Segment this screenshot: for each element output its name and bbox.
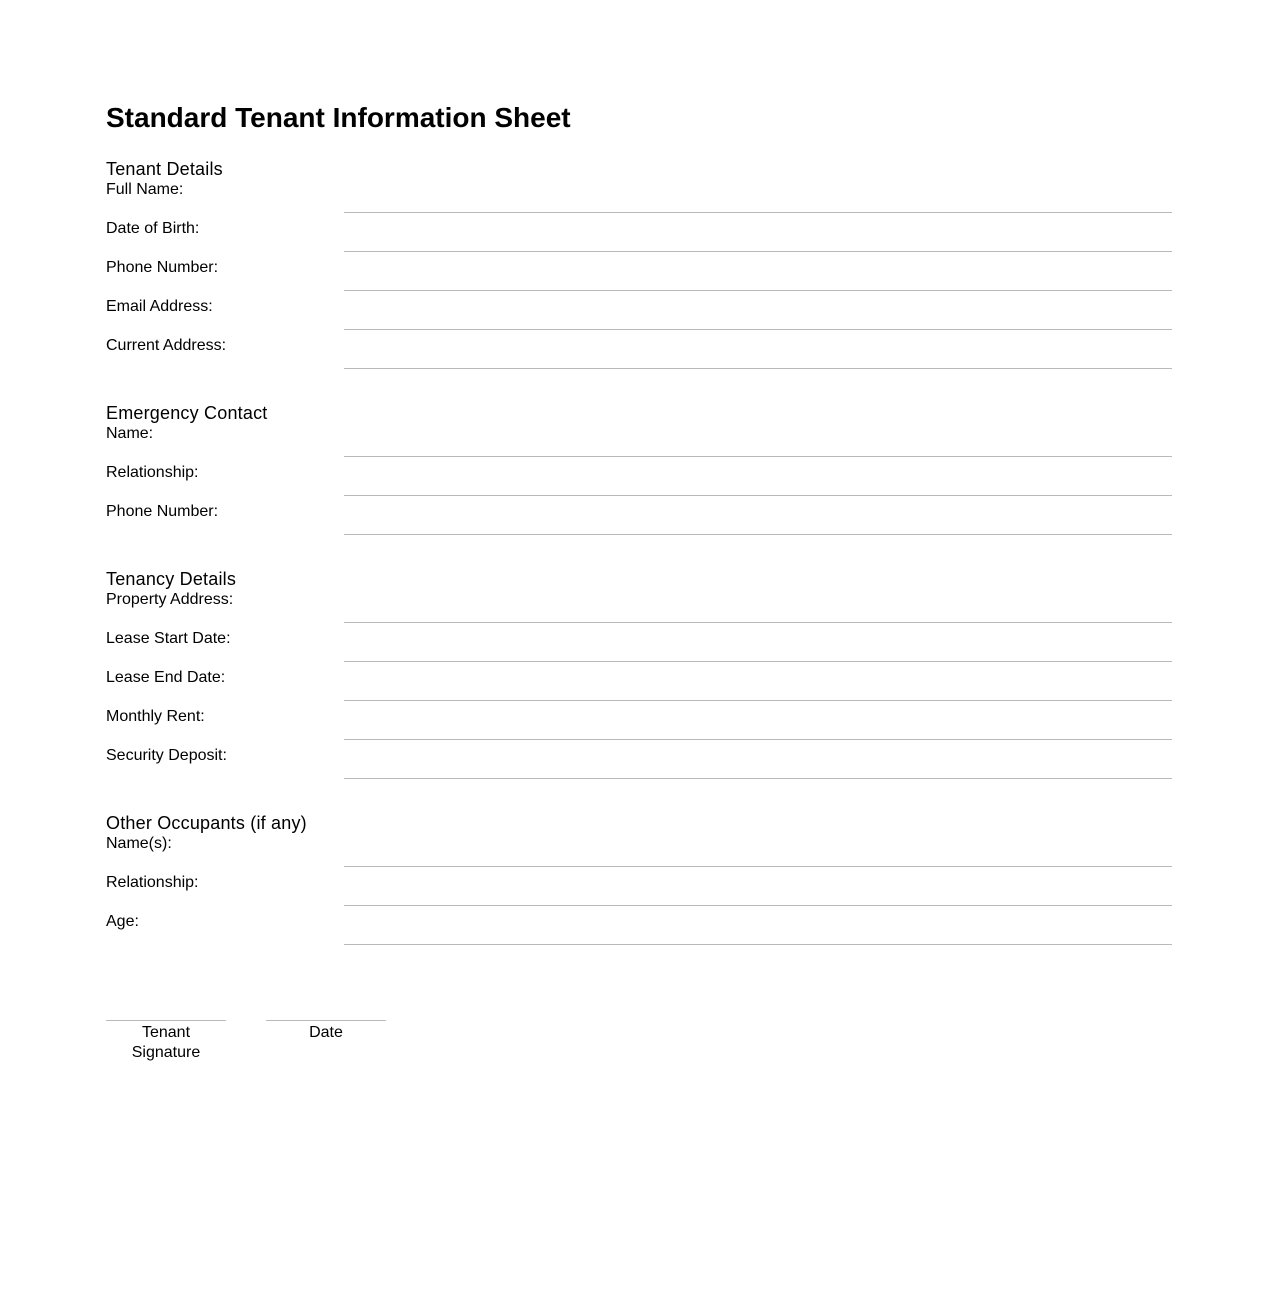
field-occupant-age: [106, 906, 1172, 945]
field-email-address: [106, 291, 1172, 330]
signature-area: [106, 1020, 506, 1070]
field-label: Phone Number:: [106, 503, 219, 520]
field-label: Age:: [106, 913, 139, 930]
field-label: Current Address:: [106, 337, 227, 354]
security-deposit-input-line[interactable]: [344, 778, 1172, 779]
field-emergency-phone: [106, 496, 1172, 535]
field-label: Monthly Rent:: [106, 708, 205, 725]
field-label: Property Address:: [106, 591, 234, 608]
field-label: Relationship:: [106, 874, 199, 891]
field-phone-number: [106, 252, 1172, 291]
section-heading: Emergency Contact: [106, 403, 268, 423]
occupant-age-input-line[interactable]: [344, 944, 1172, 945]
emergency-phone-input-line[interactable]: [344, 534, 1172, 535]
section-emergency-contact: [106, 402, 1172, 535]
section-heading: Other Occupants (if any): [106, 813, 307, 833]
field-monthly-rent: [106, 701, 1172, 740]
current-address-input-line[interactable]: [344, 368, 1172, 369]
field-current-address: [106, 330, 1172, 369]
field-date-of-birth: [106, 213, 1172, 252]
field-occupant-relationship: [106, 867, 1172, 906]
field-label: Relationship:: [106, 464, 199, 481]
section-heading: Tenancy Details: [106, 569, 237, 589]
tenant-signature-block: [106, 1020, 226, 1063]
field-label: Name(s):: [106, 835, 172, 852]
section-tenancy-details: [106, 568, 1172, 779]
section-tenant-details: [106, 158, 1172, 369]
tenant-info-sheet: [106, 100, 1172, 1061]
field-label: Date of Birth:: [106, 220, 200, 237]
field-emergency-name: [106, 418, 1172, 457]
section-heading: Tenant Details: [106, 159, 223, 179]
field-label: Security Deposit:: [106, 747, 227, 764]
field-label: Lease End Date:: [106, 669, 226, 686]
page-title: Standard Tenant Information Sheet: [106, 102, 571, 133]
field-label: Name:: [106, 425, 154, 442]
field-label: Full Name:: [106, 181, 184, 198]
field-security-deposit: [106, 740, 1172, 779]
field-property-address: [106, 584, 1172, 623]
field-label: Phone Number:: [106, 259, 219, 276]
date-block: [266, 1020, 386, 1043]
section-other-occupants: [106, 812, 1172, 945]
date-label: Date: [309, 1024, 343, 1041]
field-label: Lease Start Date:: [106, 630, 231, 647]
date-signature-line[interactable]: [266, 1020, 386, 1021]
tenant-signature-label: Tenant Signature: [131, 1024, 201, 1061]
field-lease-start-date: [106, 623, 1172, 662]
field-label: Email Address:: [106, 298, 213, 315]
field-occupant-names: [106, 828, 1172, 867]
tenant-signature-line[interactable]: [106, 1020, 226, 1021]
field-full-name: [106, 174, 1172, 213]
field-emergency-relationship: [106, 457, 1172, 496]
field-lease-end-date: [106, 662, 1172, 701]
